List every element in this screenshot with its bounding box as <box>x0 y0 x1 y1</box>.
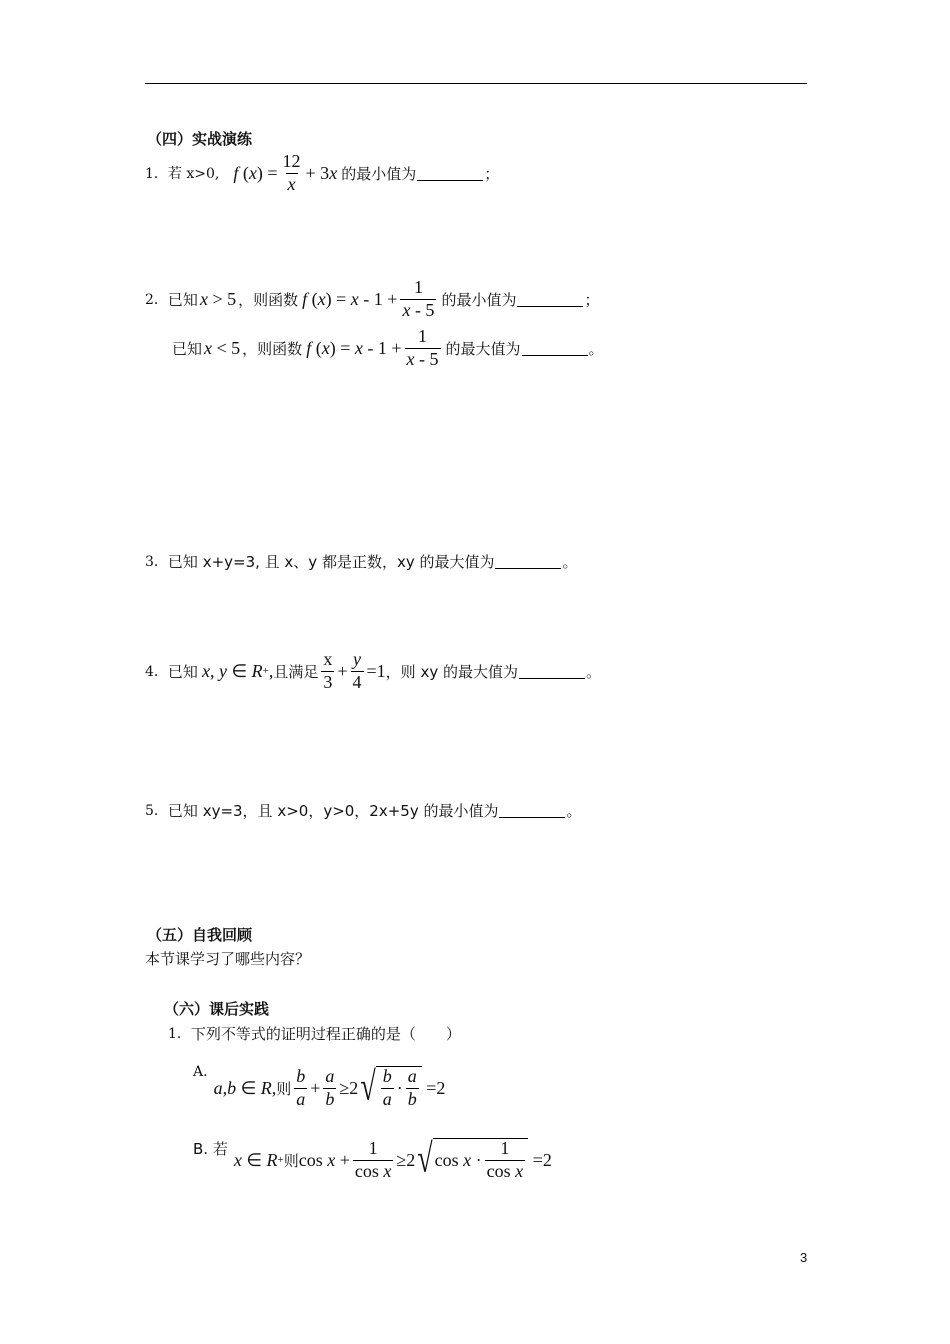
question-4 <box>145 648 601 694</box>
section-4-heading: （四）实战演练 <box>147 130 253 148</box>
section-5-text: 本节课学习了哪些内容？ <box>145 950 311 968</box>
formula: f ( x ) = x - 1 + $\frac{1}{x - 5}$ <box>306 325 439 369</box>
question-number: 2． <box>145 292 168 308</box>
page-number: 3 <box>800 1250 808 1265</box>
question-number: 3． <box>145 554 168 570</box>
answer-blank[interactable] <box>499 803 565 818</box>
question-text: 已知 x+y=3, 且 x、y 都是正数，xy 的最大值为 <box>167 552 495 571</box>
question-text: 且满足 <box>273 662 319 681</box>
option-label: B. 若 <box>193 1140 228 1158</box>
condition: x > 5 <box>199 288 237 309</box>
question-text: 已知 <box>172 339 203 358</box>
question-text: 下列不等式的证明过程正确的是（ ） <box>190 1024 461 1043</box>
answer-blank[interactable] <box>517 292 583 307</box>
question-text: 已知 <box>167 290 198 309</box>
question-text: 已知 <box>167 662 198 681</box>
section-5-heading: （五）自我回顾 <box>147 926 253 944</box>
question-tail: 的最小值为 <box>341 164 417 183</box>
question-tail: ，则 xy 的最大值为 <box>385 662 518 681</box>
answer-blank[interactable] <box>417 166 483 181</box>
question-tail: 的最小值为 <box>441 290 517 309</box>
question-text: 已知 xy=3，且 x>0，y>0，2x+5y 的最小值为 <box>167 801 499 820</box>
option-text: 则 <box>283 1151 299 1170</box>
answer-blank[interactable] <box>519 664 585 679</box>
question-2-line-1 <box>145 276 599 322</box>
option-text: 则 <box>276 1079 292 1098</box>
section-6-question-1 <box>168 1022 461 1044</box>
question-text: ，则函数 <box>238 290 299 309</box>
question-number: 1． <box>168 1026 191 1042</box>
answer-blank[interactable] <box>522 341 588 356</box>
option-label: A. <box>193 1064 208 1080</box>
question-3 <box>145 550 578 572</box>
question-tail: 的最大值为 <box>445 339 521 358</box>
answer-blank[interactable] <box>495 554 561 569</box>
formula: f ( x ) = $\frac{12}{x}$ + 3 x <box>233 150 338 194</box>
question-1 <box>145 150 499 196</box>
option-a-formula: a , b ∈ R , 则 $\frac{b}{a}$ + $\frac{a}{b}$ ≥2 √ $\frac{b}{a}$ · $\frac{a}{b}$ =2 <box>213 1064 446 1110</box>
formula: f ( x ) = x - 1 + $\frac{1}{x - 5}$ <box>302 276 435 320</box>
question-text: ，则函数 <box>242 339 303 358</box>
section-6-heading: （六）课后实践 <box>164 1000 270 1018</box>
punctuation: 。 <box>562 552 578 571</box>
punctuation: ； <box>584 290 600 309</box>
formula: $\frac{x}{3}$ + $\frac{y}{4}$ =1 <box>323 648 386 692</box>
question-number: 4． <box>145 664 168 680</box>
question-5 <box>145 799 582 821</box>
question-text: 若 x>0, <box>167 166 220 182</box>
punctuation: ； <box>484 164 500 183</box>
option-b-formula: x ∈ R + 则 cos x + $\frac{1}{\text{cos x}}$ ≥2 √ cos x · $\frac{1}{\text{cos x}}$ =2 <box>233 1136 552 1182</box>
condition: x , y ∈ R + , <box>201 660 274 681</box>
option-a <box>193 1062 445 1114</box>
question-number: 5． <box>145 803 168 819</box>
option-b <box>193 1134 552 1186</box>
punctuation: 。 <box>585 662 601 681</box>
punctuation: 。 <box>588 339 604 358</box>
punctuation: 。 <box>566 801 582 820</box>
condition: x < 5 <box>204 337 241 358</box>
question-number: 1． <box>145 166 168 182</box>
question-2-line-2 <box>172 325 604 371</box>
header-rule <box>145 83 807 84</box>
